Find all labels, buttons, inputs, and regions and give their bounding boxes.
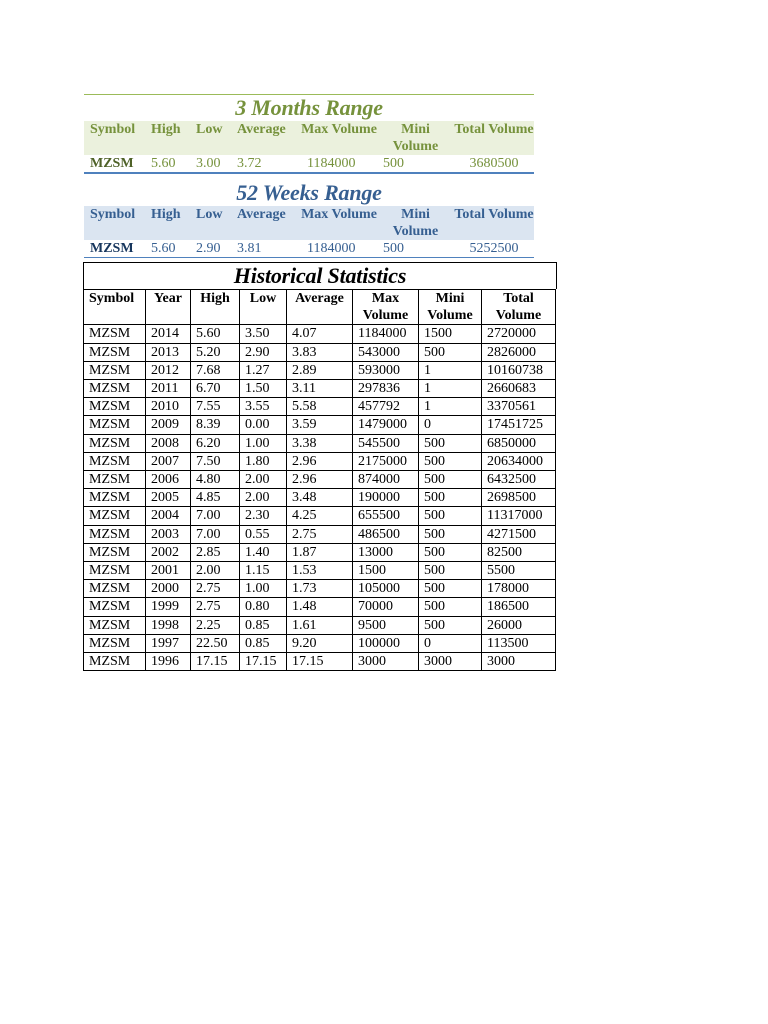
table-cell: MZSM	[84, 653, 146, 671]
column-header: Max Volume	[301, 207, 377, 222]
table-cell: 3.38	[287, 434, 353, 452]
table-cell: 0	[419, 416, 482, 434]
table-cell: 6.70	[191, 380, 240, 398]
table-row	[84, 598, 556, 616]
table-cell: 7.50	[191, 452, 240, 470]
table-row	[84, 653, 556, 671]
table-cell: 2013	[146, 343, 191, 361]
table-cell: 2.00	[240, 471, 287, 489]
table-cell: 1997	[146, 634, 191, 652]
table-cell: 13000	[353, 543, 419, 561]
table-cell: 500	[419, 598, 482, 616]
table-row	[84, 580, 556, 598]
table-cell: 0.80	[240, 598, 287, 616]
table-cell: 1	[419, 380, 482, 398]
table-cell: 655500	[353, 507, 419, 525]
table-cell: 543000	[353, 343, 419, 361]
table-cell: 20634000	[482, 452, 556, 470]
column-header: High	[191, 290, 240, 325]
table-cell: 3680500	[469, 156, 519, 171]
table-row	[84, 325, 556, 343]
table-row	[84, 380, 556, 398]
table-cell: 9500	[353, 616, 419, 634]
table-cell: MZSM	[84, 507, 146, 525]
table-cell: 1500	[419, 325, 482, 343]
table-cell: 190000	[353, 489, 419, 507]
table-cell: MZSM	[84, 434, 146, 452]
table-cell: 3.55	[240, 398, 287, 416]
historical-statistics-section	[83, 262, 557, 671]
table-row	[84, 471, 556, 489]
table-cell: 2.00	[191, 562, 240, 580]
table-row	[84, 634, 556, 652]
table-row	[84, 507, 556, 525]
table-cell: 0.85	[240, 634, 287, 652]
table-cell: 500	[419, 489, 482, 507]
table-cell: 6850000	[482, 434, 556, 452]
table-cell: 17.15	[240, 653, 287, 671]
table-cell: MZSM	[90, 241, 134, 256]
table-cell: 1.48	[287, 598, 353, 616]
table-cell: 500	[419, 543, 482, 561]
table-cell: 0.85	[240, 616, 287, 634]
table-cell: 500	[419, 507, 482, 525]
table-cell: 82500	[482, 543, 556, 561]
table-cell: 1479000	[353, 416, 419, 434]
table-cell: 22.50	[191, 634, 240, 652]
historical-statistics-title: Historical Statistics	[83, 262, 557, 289]
table-cell: 457792	[353, 398, 419, 416]
table-cell: 2.90	[196, 241, 221, 256]
table-cell: 500	[419, 562, 482, 580]
table-header-row	[84, 290, 556, 325]
table-cell: 297836	[353, 380, 419, 398]
column-header: Average	[237, 122, 286, 137]
column-header: Mini Volume	[392, 207, 439, 239]
table-cell: 500	[419, 580, 482, 598]
column-header: High	[151, 207, 181, 222]
column-header: Average	[237, 207, 286, 222]
table-cell: 1999	[146, 598, 191, 616]
table-header-row	[84, 121, 534, 155]
three-months-range-title: 3 Months Range	[235, 95, 383, 120]
table-cell: 2009	[146, 416, 191, 434]
table-cell: MZSM	[90, 156, 134, 171]
table-cell: 2003	[146, 525, 191, 543]
column-header: Mini Volume	[392, 122, 439, 154]
column-header: Average	[287, 290, 353, 325]
historical-statistics-body	[84, 325, 556, 671]
table-cell: MZSM	[84, 580, 146, 598]
table-cell: 500	[383, 241, 404, 256]
column-header: Symbol	[84, 290, 146, 325]
table-cell: 1.50	[240, 380, 287, 398]
table-cell: MZSM	[84, 398, 146, 416]
table-cell: 1.53	[287, 562, 353, 580]
column-header: Symbol	[90, 207, 136, 222]
table-cell: 5.20	[191, 343, 240, 361]
table-cell: 874000	[353, 471, 419, 489]
table-cell: 1.00	[240, 434, 287, 452]
table-cell: 593000	[353, 361, 419, 379]
table-cell: 2.75	[191, 580, 240, 598]
table-row	[84, 434, 556, 452]
table-cell: 3.11	[287, 380, 353, 398]
table-cell: 7.68	[191, 361, 240, 379]
table-cell: MZSM	[84, 489, 146, 507]
table-cell: 1.87	[287, 543, 353, 561]
table-cell: 2.96	[287, 471, 353, 489]
fifty-two-weeks-range-title: 52 Weeks Range	[236, 180, 382, 205]
table-cell: MZSM	[84, 325, 146, 343]
table-cell: 2.75	[287, 525, 353, 543]
table-cell: 6432500	[482, 471, 556, 489]
table-cell: 186500	[482, 598, 556, 616]
table-cell: 500	[419, 525, 482, 543]
table-cell: 4.80	[191, 471, 240, 489]
table-cell: 1.73	[287, 580, 353, 598]
table-cell: 2.25	[191, 616, 240, 634]
table-row	[84, 398, 556, 416]
three-months-range-section	[84, 94, 534, 174]
table-header-row	[84, 206, 534, 240]
table-cell: 70000	[353, 598, 419, 616]
column-header: Total Volume	[482, 290, 556, 325]
table-cell: 2004	[146, 507, 191, 525]
table-cell: MZSM	[84, 343, 146, 361]
table-cell: 3000	[419, 653, 482, 671]
three-months-range-table	[84, 121, 534, 174]
table-cell: 4.25	[287, 507, 353, 525]
table-cell: 1500	[353, 562, 419, 580]
table-cell: 1.61	[287, 616, 353, 634]
table-cell: 113500	[482, 634, 556, 652]
table-row	[84, 361, 556, 379]
table-cell: 1998	[146, 616, 191, 634]
table-cell: 1184000	[307, 156, 356, 171]
table-row	[84, 240, 534, 258]
column-header: Low	[240, 290, 287, 325]
table-cell: 500	[383, 156, 404, 171]
table-cell: 500	[419, 471, 482, 489]
column-header: Year	[146, 290, 191, 325]
table-cell: 1184000	[307, 241, 356, 256]
table-cell: MZSM	[84, 634, 146, 652]
table-cell: 5.58	[287, 398, 353, 416]
table-row	[84, 452, 556, 470]
table-cell: MZSM	[84, 471, 146, 489]
table-cell: 2698500	[482, 489, 556, 507]
table-cell: 7.00	[191, 525, 240, 543]
column-header: Max Volume	[301, 122, 377, 137]
fifty-two-weeks-range-table	[84, 206, 534, 258]
table-cell: 500	[419, 616, 482, 634]
table-cell: MZSM	[84, 543, 146, 561]
table-cell: 0.55	[240, 525, 287, 543]
table-cell: 2.85	[191, 543, 240, 561]
table-cell: 3.48	[287, 489, 353, 507]
table-cell: 1.27	[240, 361, 287, 379]
table-cell: 2660683	[482, 380, 556, 398]
table-cell: 7.55	[191, 398, 240, 416]
table-cell: MZSM	[84, 380, 146, 398]
table-cell: 0	[419, 634, 482, 652]
column-header: Total Volume	[454, 122, 534, 137]
table-cell: 3.59	[287, 416, 353, 434]
table-cell: 5.60	[151, 241, 176, 256]
table-cell: 2010	[146, 398, 191, 416]
table-cell: 8.39	[191, 416, 240, 434]
table-cell: 2000	[146, 580, 191, 598]
table-cell: 2.75	[191, 598, 240, 616]
table-cell: 500	[419, 343, 482, 361]
table-cell: 486500	[353, 525, 419, 543]
fifty-two-weeks-range-section	[84, 180, 534, 258]
table-cell: 17.15	[191, 653, 240, 671]
table-cell: MZSM	[84, 616, 146, 634]
table-cell: 2002	[146, 543, 191, 561]
column-header: Total Volume	[454, 207, 534, 222]
table-cell: 1184000	[353, 325, 419, 343]
table-cell: 10160738	[482, 361, 556, 379]
column-header: Low	[196, 207, 223, 222]
table-cell: 11317000	[482, 507, 556, 525]
table-cell: 2175000	[353, 452, 419, 470]
table-cell: 3.81	[237, 241, 262, 256]
table-cell: 2012	[146, 361, 191, 379]
table-cell: 0.00	[240, 416, 287, 434]
table-row	[84, 155, 534, 173]
table-cell: 7.00	[191, 507, 240, 525]
table-cell: 2006	[146, 471, 191, 489]
table-cell: 2.89	[287, 361, 353, 379]
table-cell: 2011	[146, 380, 191, 398]
table-cell: 17451725	[482, 416, 556, 434]
table-cell: 4.85	[191, 489, 240, 507]
table-cell: 2001	[146, 562, 191, 580]
table-cell: 2014	[146, 325, 191, 343]
table-cell: 2.90	[240, 343, 287, 361]
table-cell: 2.30	[240, 507, 287, 525]
table-cell: 100000	[353, 634, 419, 652]
table-cell: 1	[419, 361, 482, 379]
table-cell: MZSM	[84, 416, 146, 434]
table-cell: 2.96	[287, 452, 353, 470]
table-cell: 3.83	[287, 343, 353, 361]
table-cell: 26000	[482, 616, 556, 634]
table-cell: 500	[419, 434, 482, 452]
table-cell: 105000	[353, 580, 419, 598]
column-header: Low	[196, 122, 223, 137]
table-row	[84, 416, 556, 434]
table-cell: 2007	[146, 452, 191, 470]
table-cell: 6.20	[191, 434, 240, 452]
table-cell: 4271500	[482, 525, 556, 543]
table-cell: 2826000	[482, 343, 556, 361]
table-cell: 2.00	[240, 489, 287, 507]
table-cell: MZSM	[84, 562, 146, 580]
table-cell: 2005	[146, 489, 191, 507]
table-cell: 1.15	[240, 562, 287, 580]
table-cell: 1.80	[240, 452, 287, 470]
table-cell: 4.07	[287, 325, 353, 343]
table-cell: 9.20	[287, 634, 353, 652]
table-row	[84, 489, 556, 507]
table-cell: 1.00	[240, 580, 287, 598]
table-cell: MZSM	[84, 525, 146, 543]
table-row	[84, 343, 556, 361]
table-cell: 1.40	[240, 543, 287, 561]
table-cell: 5252500	[469, 241, 519, 256]
table-row	[84, 616, 556, 634]
table-cell: 5.60	[151, 156, 176, 171]
table-cell: 5500	[482, 562, 556, 580]
table-cell: 2008	[146, 434, 191, 452]
table-cell: 3.72	[237, 156, 262, 171]
table-cell: 500	[419, 452, 482, 470]
table-cell: MZSM	[84, 361, 146, 379]
table-cell: 5.60	[191, 325, 240, 343]
column-header: Mini Volume	[419, 290, 482, 325]
table-row	[84, 525, 556, 543]
table-cell: 545500	[353, 434, 419, 452]
table-cell: MZSM	[84, 452, 146, 470]
table-cell: 1996	[146, 653, 191, 671]
table-cell: 1	[419, 398, 482, 416]
table-cell: 17.15	[287, 653, 353, 671]
column-header: High	[151, 122, 181, 137]
table-cell: 3.00	[196, 156, 221, 171]
table-cell: 3000	[482, 653, 556, 671]
table-row	[84, 543, 556, 561]
table-cell: MZSM	[84, 598, 146, 616]
table-cell: 3000	[353, 653, 419, 671]
table-cell: 3.50	[240, 325, 287, 343]
historical-statistics-table	[83, 289, 556, 671]
table-cell: 3370561	[482, 398, 556, 416]
table-row	[84, 562, 556, 580]
table-cell: 2720000	[482, 325, 556, 343]
column-header: Max Volume	[353, 290, 419, 325]
table-cell: 178000	[482, 580, 556, 598]
column-header: Symbol	[90, 122, 136, 137]
